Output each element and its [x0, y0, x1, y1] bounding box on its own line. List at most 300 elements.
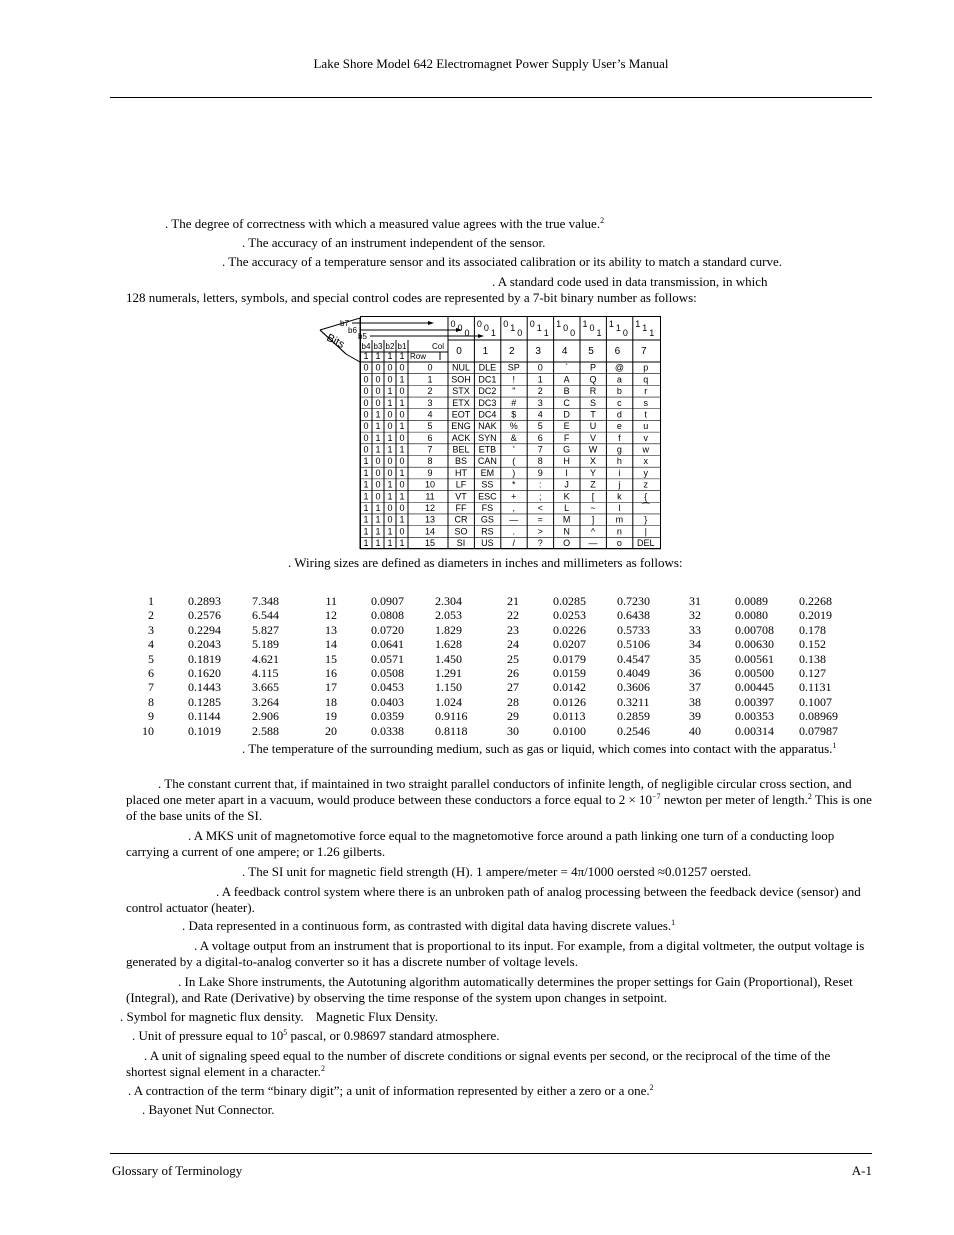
wire-cell-gauge: 31 — [689, 594, 701, 608]
ascii-col-number: 7 — [641, 346, 647, 357]
ascii-col-bit: 0 — [517, 328, 523, 338]
wire-cell-gauge: 20 — [325, 723, 337, 738]
ascii-char: a — [616, 374, 622, 385]
ascii-row-bit: 0 — [375, 479, 381, 490]
ascii-char: ESC — [478, 491, 497, 502]
ascii-row-label: Row — [409, 352, 427, 361]
ascii-char: K — [563, 491, 570, 502]
ascii-row-bit: 0 — [363, 386, 369, 397]
ascii-char: { — [644, 491, 648, 502]
ascii-row-bit: 0 — [363, 432, 369, 443]
wire-cell-gauge: 21 — [507, 594, 519, 608]
wire-cell-mm: 0.4049 — [617, 665, 650, 680]
wire-size-table — [126, 594, 871, 739]
wire-cell-mm: 0.5733 — [617, 622, 650, 637]
ascii-char: @ — [614, 362, 624, 373]
ascii-char: CR — [454, 514, 468, 525]
ascii-char: DEL — [637, 538, 655, 548]
ascii-row-bit: 1 — [375, 514, 381, 525]
ascii-char: I — [565, 467, 568, 478]
glossary-analog-controller: . A feedback control system where there is an unbroken path of analog processing between the feedback device (sensor) and control actuator (heater). — [126, 884, 861, 915]
wire-cell-gauge: 3 — [148, 622, 154, 637]
wire-cell-inches: 0.0338 — [371, 723, 404, 738]
wire-col-gauge — [673, 594, 701, 738]
glossary-ampere-meter: . The SI unit for magnetic field strength (H). 1 ampere/meter = 4π/1000 oersted ≈0.01257 oersted. — [242, 864, 752, 879]
ascii-char: DLE — [478, 362, 497, 373]
ascii-char: BS — [454, 456, 468, 467]
ascii-row-bit: 0 — [375, 491, 381, 502]
ascii-row-number: 13 — [424, 514, 436, 525]
ascii-row-number: 11 — [425, 491, 435, 502]
ascii-char: # — [511, 397, 517, 408]
wire-cell-mm: 0.8118 — [435, 723, 468, 738]
glossary-autotuning: . In Lake Shore instruments, the Autotuning algorithm automatically determines the proper settings for Gain (Proportional), Reset (Integral), and Rate (Derivative) by observing the time response of the system upon changes in setpoint. — [126, 974, 853, 1005]
ascii-row-bit: 1 — [387, 526, 393, 537]
wire-cell-mm: 0.1131 — [799, 680, 832, 695]
footer-page-number: A-1 — [851, 1163, 872, 1178]
ascii-row-bit: 1 — [399, 514, 405, 525]
wire-cell-mm: 0.2019 — [799, 608, 832, 623]
wire-col-inches — [553, 594, 586, 738]
ascii-row-bit: 1 — [363, 467, 369, 478]
wire-cell-mm: 0.138 — [799, 651, 826, 666]
ascii-char: EM — [480, 467, 495, 478]
wire-cell-inches: 0.1144 — [188, 709, 221, 724]
wire-cell-gauge: 19 — [325, 709, 337, 724]
ascii-row-number: 12 — [424, 502, 436, 513]
ascii-col-number: 0 — [456, 346, 462, 357]
ascii-char: R — [589, 386, 597, 397]
ascii-row-bit: 1 — [375, 538, 381, 548]
ascii-bit-header: b4 — [361, 342, 371, 351]
ascii-row-bit: 0 — [399, 456, 405, 467]
ascii-col-bit: 1 — [556, 319, 562, 329]
ascii-row-bit: 0 — [387, 409, 393, 420]
ascii-char: h — [616, 456, 622, 467]
ascii-row-bit: 0 — [363, 444, 369, 455]
ascii-char: % — [509, 421, 518, 432]
wire-cell-gauge: 26 — [507, 665, 519, 680]
glossary-ampere: . The constant current that, if maintained in two straight parallel conductors of infinite length, of negligible circular cross section, and placed one meter apart in a vacuum, would produce between these conductors a force equal to $2 \times 10^{-7}$ newton per meter of length.$^2$ This is one of the base units of the SI. — [126, 776, 872, 823]
wire-col-inches — [188, 594, 221, 738]
ascii-char: M — [562, 514, 571, 525]
ascii-row-number: 0 — [427, 362, 433, 373]
glossary-awg: . Wiring sizes are defined as diameters in inches and millimeters as follows: — [288, 555, 683, 570]
wire-cell-inches: 0.0207 — [553, 637, 586, 652]
ascii-char: } — [644, 514, 648, 525]
wire-cell-inches: 0.1819 — [188, 651, 221, 666]
ascii-col-bit: 0 — [476, 319, 482, 329]
ascii-bit-header: b3 — [373, 342, 383, 351]
ascii-char: . — [512, 526, 516, 537]
glossary-ampere-turn: . A MKS unit of magnetomotive force equal to the magnetomotive force around a path linking one turn of a conducting loop carrying a current of one ampere; or 1.26 gilberts. — [126, 828, 835, 859]
ascii-char: k — [617, 491, 622, 502]
wire-cell-gauge: 6 — [148, 665, 154, 680]
ascii-char: 5 — [537, 421, 543, 432]
ascii-char: 3 — [537, 397, 543, 408]
glossary-ambient: . The temperature of the surrounding medium, such as gas or liquid, which comes into contact with the apparatus.$^1$ — [242, 741, 837, 756]
ascii-char: j — [618, 479, 621, 490]
wire-cell-inches: 0.00708 — [735, 622, 774, 637]
ascii-col-number: 1 — [482, 346, 489, 357]
ascii-char: G — [563, 444, 571, 455]
ascii-row-bit: 0 — [399, 409, 405, 420]
ascii-char: ) — [512, 467, 516, 478]
ascii-col-bit: 1 — [642, 323, 648, 333]
ascii-row-bit: 1 — [387, 386, 393, 397]
ascii-char: b — [616, 386, 622, 397]
wire-cell-gauge: 2 — [148, 608, 154, 623]
ascii-row-bit: 1 — [387, 397, 393, 408]
ascii-char: z — [643, 479, 649, 490]
ascii-row-bit: 1 — [375, 526, 381, 537]
wire-cell-inches: 0.2576 — [188, 608, 221, 623]
ascii-row-number: 2 — [427, 386, 433, 397]
wire-cell-inches: 0.2043 — [188, 637, 221, 652]
wire-cell-gauge: 25 — [507, 651, 519, 666]
ascii-char: ETX — [452, 397, 470, 408]
ascii-row-number: 14 — [424, 526, 436, 537]
ascii-row-bit: 0 — [399, 386, 405, 397]
ascii-char: ^ — [590, 526, 596, 537]
ascii-char: B — [563, 386, 570, 397]
wire-cell-mm: 3.264 — [252, 694, 279, 709]
ascii-row-bit: 1 — [387, 432, 393, 443]
ascii-char: y — [643, 467, 649, 478]
ascii-char: ETB — [478, 444, 497, 455]
ascii-char: 6 — [537, 432, 543, 443]
ascii-row-bit: 1 — [375, 432, 381, 443]
footer-section-title: Glossary of Terminology — [112, 1163, 243, 1178]
ascii-row-bit: 0 — [387, 456, 393, 467]
wire-cell-inches: 0.0113 — [553, 709, 586, 724]
ascii-char: A — [563, 374, 570, 385]
ascii-row-bit: 0 — [363, 409, 369, 420]
wire-cell-gauge: 17 — [325, 680, 337, 695]
ascii-char: — — [588, 538, 598, 548]
ascii-char: ' — [512, 444, 515, 455]
ascii-row-bit: 1 — [399, 538, 405, 548]
wire-cell-mm: 4.621 — [252, 651, 279, 666]
wire-cell-mm: 1.150 — [435, 680, 462, 695]
wire-cell-gauge: 4 — [148, 637, 154, 652]
wire-cell-inches: 0.00397 — [735, 694, 774, 709]
wire-cell-inches: 0.1019 — [188, 723, 221, 738]
ascii-char: U — [589, 421, 597, 432]
ascii-row-number: 1 — [427, 374, 433, 385]
ascii-row-bit: 0 — [399, 362, 405, 373]
ascii-char: E — [563, 421, 570, 432]
ascii-row-bit: 1 — [375, 421, 381, 432]
ascii-char: g — [616, 444, 622, 455]
wire-cell-gauge: 37 — [689, 680, 701, 695]
wire-col-gauge — [309, 594, 337, 738]
wire-cell-mm: 1.291 — [435, 665, 462, 680]
ascii-row-bit: 0 — [399, 479, 405, 490]
ascii-col-bit: 1 — [649, 328, 655, 338]
wire-cell-inches: 0.0641 — [371, 637, 404, 652]
ascii-row-bit: 0 — [399, 432, 405, 443]
ascii-char: 0 — [537, 362, 543, 373]
ascii-col-bit: 1 — [536, 323, 542, 333]
ascii-row-bit: 0 — [387, 374, 393, 385]
ascii-col-bit: 1 — [596, 328, 602, 338]
wire-cell-inches: 0.00353 — [735, 709, 774, 724]
ascii-char: 9 — [537, 467, 543, 478]
wire-cell-mm: 0.3211 — [617, 694, 650, 709]
ascii-char: ! — [512, 374, 516, 385]
ascii-row-number: 4 — [427, 409, 433, 420]
wire-cell-mm: 0.1007 — [799, 694, 832, 709]
ascii-char: l — [618, 502, 621, 513]
ascii-char: GS — [480, 514, 494, 525]
ascii-row-bit: 1 — [387, 479, 393, 490]
ascii-char: SI — [456, 538, 466, 548]
ascii-b7-label: b7 — [340, 319, 349, 328]
wire-cell-mm: 2.053 — [435, 608, 462, 623]
wire-cell-inches: 0.0159 — [553, 665, 586, 680]
wire-cell-gauge: 38 — [689, 694, 701, 709]
ascii-col-bit: 0 — [464, 328, 470, 338]
wire-cell-inches: 0.0126 — [553, 694, 586, 709]
ascii-char: FF — [455, 502, 467, 513]
glossary-electronic-accuracy: . The accuracy of an instrument independent of the sensor. — [242, 235, 546, 250]
ascii-col-bit: 1 — [543, 328, 549, 338]
wire-col-mm — [435, 594, 468, 738]
wire-cell-mm: 0.07987 — [799, 723, 838, 738]
glossary-analog-data: . Data represented in a continuous form, as contrasted with digital data having discrete values.$^1$ — [182, 918, 676, 933]
ascii-row-bit: 0 — [363, 421, 369, 432]
ascii-char: EOT — [451, 409, 471, 420]
wire-cell-mm: 1.829 — [435, 622, 462, 637]
ascii-col-bit: 0 — [563, 323, 569, 333]
ascii-bit-header-value: 1 — [387, 351, 393, 361]
glossary-baud: . A unit of signaling speed equal to the number of discrete conditions or signal events per second, or the reciprocal of the time of the shortest signal element in a character.$^2$ — [126, 1048, 831, 1079]
ascii-char: 2 — [537, 386, 543, 397]
ascii-char: N — [563, 526, 570, 537]
wire-cell-gauge: 5 — [148, 651, 154, 666]
wire-cell-inches: 0.00500 — [735, 665, 774, 680]
ascii-char: e — [616, 421, 622, 432]
ascii-char: F — [563, 432, 570, 443]
ascii-char: SO — [454, 526, 468, 537]
footer-rule — [110, 1153, 872, 1154]
ascii-char: u — [643, 421, 649, 432]
ascii-char: , — [512, 502, 516, 513]
ascii-char: : — [538, 479, 542, 490]
wire-cell-gauge: 9 — [148, 709, 154, 724]
ascii-row-bit: 1 — [363, 538, 369, 548]
ascii-char: 4 — [537, 409, 543, 420]
ascii-row-bit: 1 — [363, 526, 369, 537]
wire-cell-gauge: 28 — [507, 694, 519, 709]
wire-cell-mm: 0.08969 — [799, 709, 838, 724]
ascii-char: SS — [481, 479, 494, 490]
ascii-row-bit: 0 — [387, 467, 393, 478]
ascii-row-number: 3 — [427, 397, 433, 408]
wire-cell-gauge: 11 — [325, 594, 337, 608]
wire-cell-gauge: 12 — [325, 608, 337, 623]
ascii-char: J — [564, 479, 569, 490]
ascii-row-bit: 0 — [363, 374, 369, 385]
glossary-sensor-accuracy: . The accuracy of a temperature sensor and its associated calibration or its ability to match a standard curve. — [222, 254, 782, 269]
wire-cell-gauge: 40 — [689, 723, 701, 738]
wire-cell-inches: 0.1443 — [188, 680, 221, 695]
ascii-char: NAK — [478, 421, 497, 432]
ascii-row-bit: 1 — [399, 444, 405, 455]
ascii-char: 8 — [537, 456, 543, 467]
ascii-char: ] — [591, 514, 595, 525]
ascii-row-number: 15 — [424, 538, 436, 548]
ascii-char: T — [590, 409, 596, 420]
ascii-row-bit: 1 — [363, 502, 369, 513]
wire-cell-inches: 0.1285 — [188, 694, 221, 709]
wire-cell-gauge: 22 — [507, 608, 519, 623]
ascii-col-bit: 0 — [570, 328, 576, 338]
wire-cell-gauge: 16 — [325, 665, 337, 680]
ascii-col-bit: 1 — [490, 328, 496, 338]
ascii-char: d — [616, 409, 622, 420]
ascii-row-bit: 0 — [375, 456, 381, 467]
ascii-char: p — [643, 362, 649, 373]
ascii-char: — — [509, 514, 519, 525]
ascii-row-bit: 0 — [387, 514, 393, 525]
glossary-bar: . Unit of pressure equal to $10^5$ pascal, or 0.98697 standard atmosphere. — [132, 1028, 500, 1043]
ascii-row-bit: 1 — [399, 421, 405, 432]
wire-cell-inches: 0.0080 — [735, 608, 768, 623]
wire-cell-mm: 1.628 — [435, 637, 462, 652]
ascii-char: $ — [511, 409, 517, 420]
ascii-char: s — [643, 397, 649, 408]
wire-cell-gauge: 10 — [142, 723, 154, 738]
wire-cell-mm: 0.127 — [799, 665, 826, 680]
ascii-table-graphic — [318, 316, 663, 550]
ascii-col-bit: 0 — [483, 323, 489, 333]
ascii-char: STX — [452, 386, 470, 397]
glossary-ascii-line2: 128 numerals, letters, symbols, and special control codes are represented by a 7-bit binary number as follows: — [126, 290, 697, 305]
ascii-bit-header-value: 1 — [363, 351, 369, 361]
ascii-char: RS — [481, 526, 494, 537]
ascii-row-bit: 0 — [375, 374, 381, 385]
ascii-char: i — [618, 467, 621, 478]
ascii-b6-label: b6 — [348, 326, 357, 335]
ascii-char: Z — [590, 479, 596, 490]
ascii-row-number: 8 — [427, 456, 433, 467]
ascii-row-bit: 0 — [375, 397, 381, 408]
ascii-char: m — [615, 514, 624, 525]
ascii-char: W — [588, 444, 598, 455]
ascii-row-bit: 1 — [387, 444, 393, 455]
wire-cell-gauge: 1 — [148, 594, 154, 608]
wire-col-gauge — [126, 594, 154, 738]
wire-col-mm — [252, 594, 279, 738]
wire-cell-inches: 0.0089 — [735, 594, 768, 608]
ascii-col-label: Col — [431, 342, 445, 351]
ascii-row-bit: 0 — [363, 362, 369, 373]
page-header: Lake Shore Model 642 Electromagnet Power Supply User’s Manual — [313, 56, 669, 71]
ascii-col-bit: 0 — [622, 328, 628, 338]
ascii-col-bit: 1 — [615, 323, 621, 333]
ascii-col-number: 2 — [509, 346, 515, 357]
ascii-b5-arrowhead — [478, 334, 484, 338]
ascii-b5-label: b5 — [358, 332, 367, 341]
ascii-char: o — [616, 538, 622, 548]
wire-cell-mm: 4.115 — [252, 665, 279, 680]
ascii-char: ; — [538, 491, 542, 502]
wire-cell-mm: 0.9116 — [435, 709, 468, 724]
ascii-char: SYN — [478, 432, 497, 443]
wire-cell-gauge: 29 — [507, 709, 519, 724]
wire-col-mm — [799, 594, 838, 738]
wire-cell-gauge: 27 — [507, 680, 519, 695]
wire-cell-mm: 3.665 — [252, 680, 279, 695]
ascii-char: X — [589, 456, 597, 467]
wire-cell-mm: 1.450 — [435, 651, 462, 666]
wire-cell-mm: 0.3606 — [617, 680, 650, 695]
ascii-char: P — [589, 362, 597, 373]
ascii-col-bit: 1 — [608, 319, 614, 329]
ascii-char: HT — [455, 467, 467, 478]
ascii-char: D — [563, 409, 570, 420]
wire-cell-inches: 0.0403 — [371, 694, 404, 709]
ascii-bit-header: b2 — [385, 342, 395, 351]
ascii-char: DC3 — [478, 397, 497, 408]
ascii-row-bit: 1 — [387, 491, 393, 502]
ascii-row-bit: 0 — [375, 362, 381, 373]
ascii-char: v — [643, 432, 649, 443]
wire-cell-inches: 0.0142 — [553, 680, 586, 695]
wire-cell-inches: 0.0253 — [553, 608, 586, 623]
ascii-char: Q — [589, 374, 597, 385]
wire-cell-gauge: 32 — [689, 608, 701, 623]
wire-cell-gauge: 36 — [689, 665, 701, 680]
wire-cell-inches: 0.0453 — [371, 680, 404, 695]
ascii-char: & — [510, 432, 517, 443]
ascii-row-bit: 1 — [399, 491, 405, 502]
ascii-char: < — [537, 502, 543, 513]
wire-cell-gauge: 30 — [507, 723, 519, 738]
ascii-row-bit: 1 — [375, 409, 381, 420]
ascii-char: ` — [565, 362, 569, 373]
ascii-col-bit: 0 — [457, 323, 463, 333]
ascii-bits-label: Bits — [324, 331, 347, 351]
wire-cell-mm: 0.7230 — [617, 594, 650, 608]
ascii-char: * — [512, 479, 516, 490]
wire-cell-mm: 0.152 — [799, 637, 826, 652]
wire-cell-gauge: 24 — [507, 637, 519, 652]
wire-col-mm — [617, 594, 650, 738]
wire-cell-gauge: 35 — [689, 651, 701, 666]
ascii-col-number: 6 — [614, 346, 621, 357]
wire-cell-gauge: 34 — [689, 637, 701, 652]
wire-cell-mm: 5.827 — [252, 622, 279, 637]
ascii-row-number: 7 — [427, 444, 433, 455]
ascii-char: ? — [537, 538, 543, 548]
wire-cell-gauge: 14 — [325, 637, 337, 652]
wire-cell-inches: 0.2294 — [188, 622, 221, 637]
wire-cell-mm: 0.5106 — [617, 637, 650, 652]
wire-col-gauge — [491, 594, 519, 738]
ascii-char: ACK — [451, 432, 471, 443]
ascii-col-bit: 0 — [503, 319, 509, 329]
ascii-char: US — [481, 538, 494, 548]
wire-cell-gauge: 23 — [507, 622, 519, 637]
ascii-char: n — [616, 526, 622, 537]
wire-cell-inches: 0.0907 — [371, 594, 404, 608]
ascii-char: C — [563, 397, 570, 408]
ascii-bit-header: b1 — [397, 342, 407, 351]
ascii-col-number: 5 — [588, 346, 594, 357]
